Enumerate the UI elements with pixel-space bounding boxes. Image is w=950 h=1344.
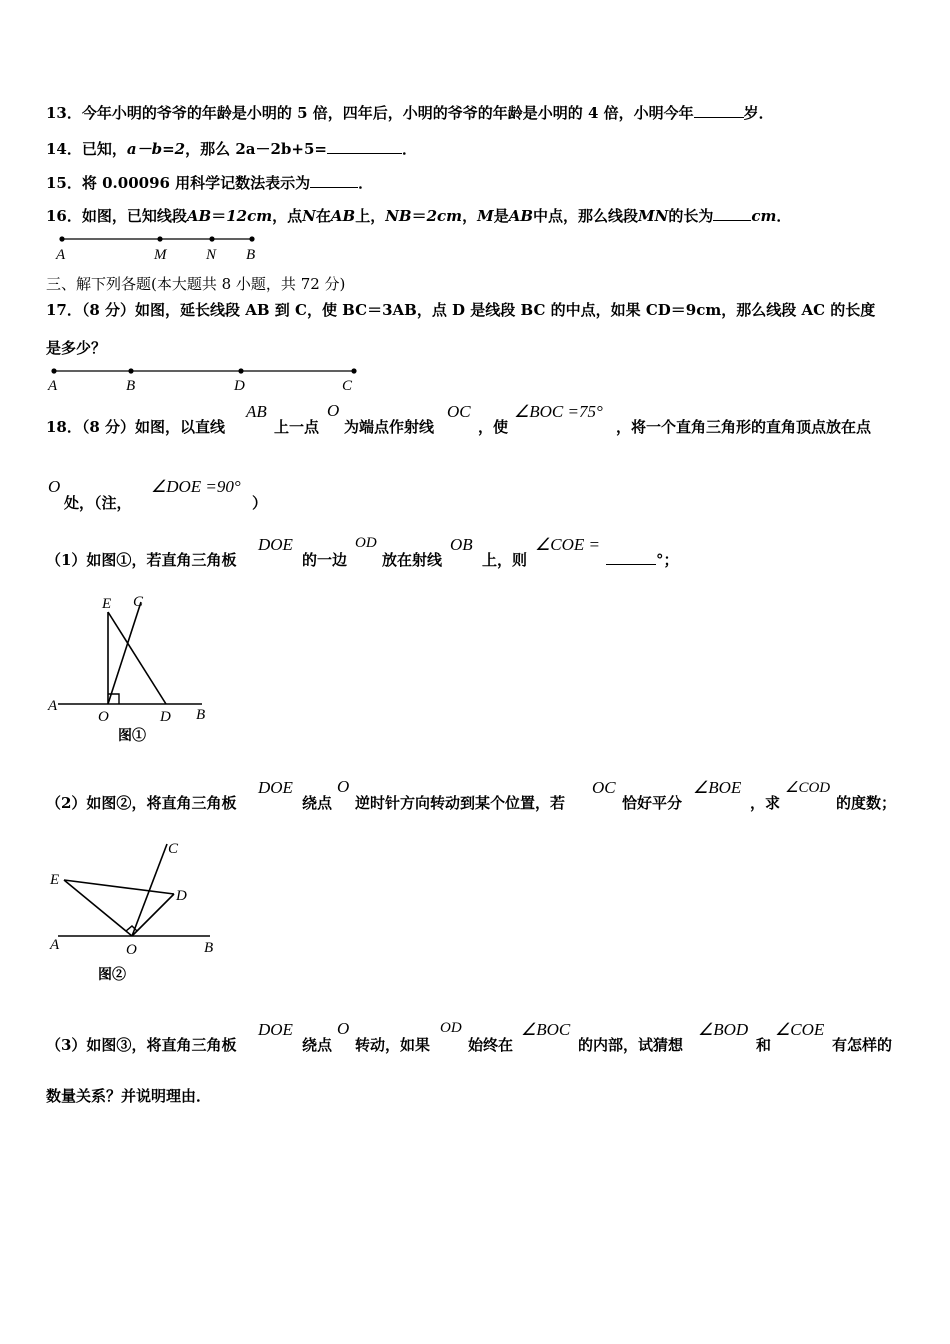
part-3-text-f: 和 [756,1036,772,1054]
math-angle-boc: ∠BOC [521,1020,571,1039]
answer-blank [694,103,744,118]
label-e: E [50,872,60,888]
segment-ed [64,880,174,894]
math-angle-coe: ∠COE [775,1020,825,1039]
figure-1 [44,590,224,750]
answer-blank [327,139,402,154]
question-18-text-g: ） [252,494,268,512]
question-18-text-f: 处，（注， [64,494,132,512]
part-2-text-f: 的度数； [836,794,897,812]
math-doe: DOE [258,778,293,797]
question-17: 17．（8 分）如图，延长线段 AB 到 C，使 BC＝3AB，点 D 是线段 BC 的中点，如果 CD＝9cm，那么线段 AC 的长度 [46,301,876,319]
label-a: A [48,698,58,714]
part-3-text-e: 的内部，试猜想 [578,1036,684,1054]
point-b [128,368,133,373]
part-3-text-g: 有怎样的 [832,1036,893,1054]
math-doe: DOE [258,535,293,554]
math-od: OD [355,535,377,551]
question-17-line2: 是多少？ [46,339,107,357]
label-d: D [234,378,245,394]
label-a: A [48,378,58,394]
question-18-text-d: ，使 [478,418,509,436]
math-ob: OB [450,535,473,554]
math-o: O [327,401,340,420]
label-b: B [246,247,256,263]
q17-segment-figure [44,362,364,396]
answer-blank [606,550,656,565]
question-18-text-a: 18．（8 分）如图，以直线 [46,418,226,436]
point-n [209,236,214,241]
part-2-text-b: 绕点 [302,794,333,812]
math-o: O [337,777,350,796]
question-13: 13．今年小明的爷爷的年龄是小明的 5 倍，四年后，小明的爷爷的年龄是小明的 4 倍，小明今年 岁． [46,104,774,122]
part-3-text-d: 始终在 [468,1036,514,1054]
label-a: A [56,247,66,263]
label-d: D [176,888,187,904]
label-e: E [102,596,112,612]
question-18-text-b: 上一点 [274,418,320,436]
part-2-text-c: 逆时针方向转动到某个位置，若 [355,794,566,812]
figure-1-caption: 图① [118,729,146,744]
part-1-text-a: （1）如图①，若直角三角板 [46,551,237,569]
label-o: O [98,709,109,725]
math-angle-bod: ∠BOD [698,1020,749,1039]
part-1-text-d: 上，则 [482,551,528,569]
part-2-text-d: 恰好平分 [622,794,683,812]
q16-segment-figure [48,230,268,264]
part-3-text-a: （3）如图③，将直角三角板 [46,1036,237,1054]
math-oc: OC [592,778,616,797]
ray-oc [108,602,141,704]
question-18-text-c: 为端点作射线 [344,418,435,436]
part-3-text-c: 转动，如果 [355,1036,431,1054]
math-angle-boc-75: ∠BOC =75° [514,402,603,421]
segment-ed [108,612,166,704]
math-o: O [337,1019,350,1038]
label-d: D [160,709,171,725]
math-oc: OC [447,402,471,421]
question-18-text-e: ，将一个直角三角形的直角顶点放在点 [616,418,872,436]
point-d [238,368,243,373]
label-c: C [342,378,353,394]
math-doe: DOE [258,1020,293,1039]
math-angle-doe-90: ∠DOE =90° [151,477,241,496]
point-c [351,368,356,373]
point-a [59,236,64,241]
part-2-text-e: ，求 [750,794,781,812]
question-15: 15．将 0.00096 用科学记数法表示为 ． [46,174,374,192]
part-1-text-b: 的一边 [302,551,348,569]
point-m [157,236,162,241]
part-1-text-c: 放在射线 [382,551,443,569]
label-b: B [126,378,136,394]
part-1-answer: °； [606,549,679,570]
label-a: A [50,937,60,953]
label-c: C [133,594,144,610]
part-2-text-a: （2）如图②，将直角三角板 [46,794,237,812]
answer-blank [713,206,751,221]
part-3-line2: 数量关系？并说明理由． [46,1087,212,1105]
segment-oe [64,880,132,936]
math-o: O [48,477,61,496]
question-16: 16．如图，已知线段AB＝12cm，点N在AB上，NB＝2cm，M是AB中点，那么线段MN的长为 cm． [46,207,792,225]
point-a [51,368,56,373]
question-14: 14．已知，a－b=2，那么 2a－2b+5= ． [46,140,417,158]
math-od: OD [440,1020,462,1036]
point-b [249,236,254,241]
math-angle-cod: ∠COD [785,780,831,796]
part-3-text-b: 绕点 [302,1036,333,1054]
label-c: C [168,841,179,857]
figure-2-caption: 图② [98,968,126,983]
answer-blank [310,173,358,188]
label-m: M [154,247,167,263]
label-b: B [196,707,206,723]
label-b: B [204,940,214,956]
label-n: N [206,247,217,263]
math-ab: AB [246,402,267,421]
section-3-heading: 三、解下列各题(本大题共 8 小题，共 72 分) [46,275,346,293]
figure-2 [44,836,234,992]
segment-od [132,894,174,936]
label-o: O [126,942,137,958]
math-angle-coe: ∠COE = [535,535,600,554]
math-angle-boe: ∠BOE [693,778,742,797]
